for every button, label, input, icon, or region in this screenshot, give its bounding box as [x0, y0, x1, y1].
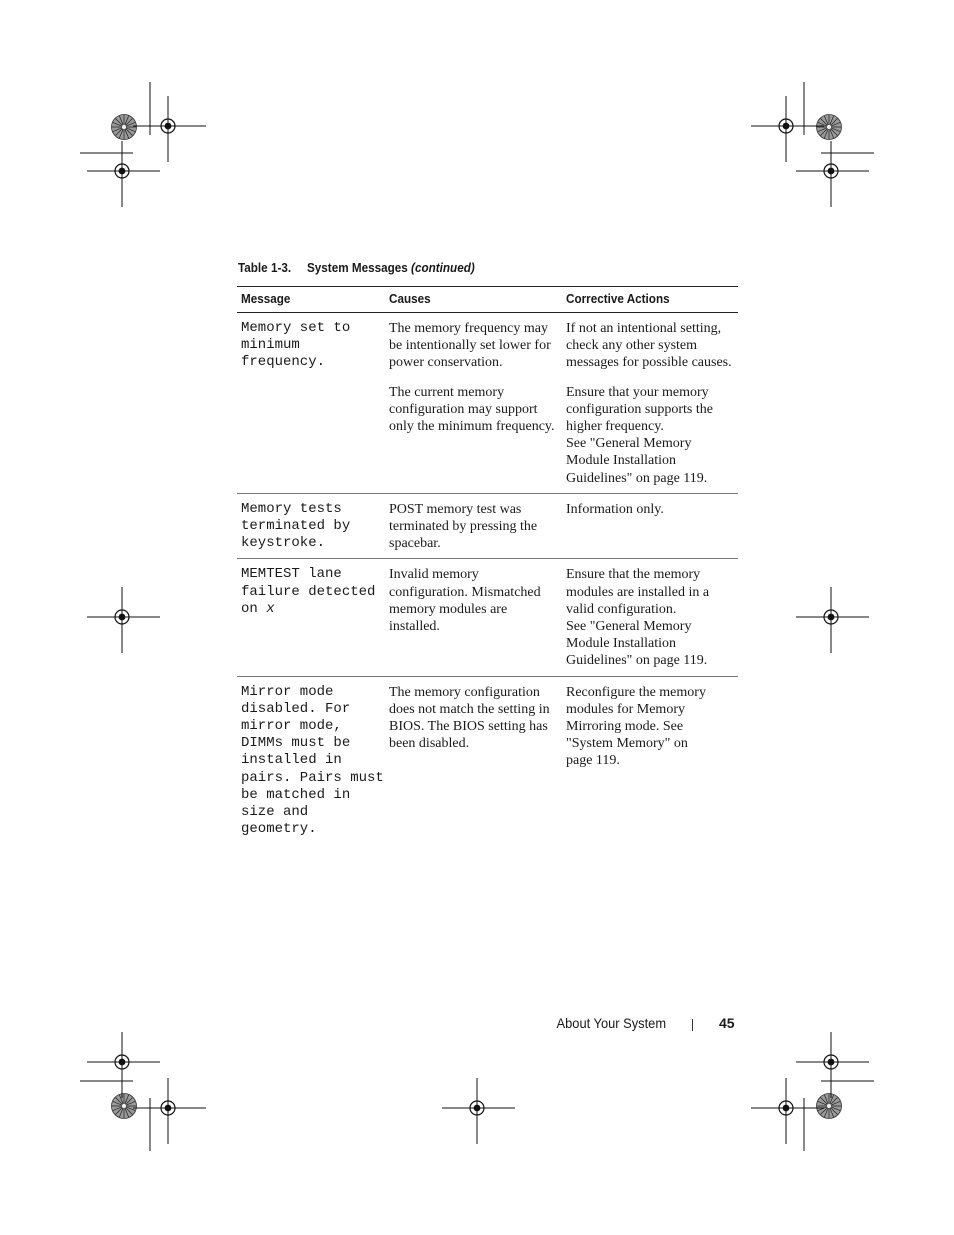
- cause-cell: The current memory configuration may support only the minimum frequency.: [385, 378, 562, 494]
- action-cell: If not an intentional setting, check any other system messages for possible causes.: [566, 321, 732, 371]
- header-causes: Causes: [385, 287, 562, 313]
- action-cell: Ensure that the memory modules are installed in a valid configuration. See "General Memory Module Installation Guidelines" on page 119.: [562, 559, 738, 676]
- action-cell: Information only.: [562, 493, 738, 559]
- header-corrective-actions: Corrective Actions: [562, 287, 738, 313]
- message-cell: MEMTEST lane failure detected on x: [237, 559, 385, 676]
- cause-cell: POST memory test was terminated by pressing the spacebar.: [385, 493, 562, 559]
- header-message: Message: [237, 287, 385, 313]
- cause-cell: Invalid memory configuration. Mismatched memory modules are installed.: [385, 559, 562, 676]
- page-number: 45: [719, 1015, 735, 1031]
- message-cell: Memory set to minimum frequency.: [237, 313, 385, 494]
- footer-section-title: About Your System: [556, 1015, 666, 1031]
- page-footer: [0, 1015, 954, 1035]
- table-caption: [238, 260, 475, 275]
- table-title: System Messages: [306, 260, 408, 275]
- table-row: [237, 493, 738, 559]
- system-messages-table: [237, 286, 738, 844]
- message-cell: Memory tests terminated by keystroke.: [237, 493, 385, 559]
- lane-variable: x: [266, 600, 275, 617]
- footer-separator: [692, 1019, 693, 1031]
- table-row: [237, 676, 738, 844]
- action-cell: Reconfigure the memory modules for Memory Mirroring mode. See "System Memory" on page 119.: [566, 684, 706, 769]
- table-header-row: [237, 287, 738, 313]
- cause-cell: The memory frequency may be intentionally set lower for power conservation.: [389, 321, 551, 371]
- message-cell: Mirror mode disabled. For mirror mode, DIMMs must be installed in pairs. Pairs must be matched in size and geometry.: [241, 683, 384, 838]
- action-cell: Ensure that your memory configuration supports the higher frequency. See "General Memory Module Installation Guidelines" on page 119.: [562, 378, 738, 494]
- table-row: [237, 559, 738, 676]
- table-row: [237, 313, 738, 378]
- cause-cell: The memory configuration does not match the setting in BIOS. The BIOS setting has been disabled.: [389, 684, 550, 752]
- table-continued-label: (continued): [411, 260, 475, 275]
- table-number: Table 1-3.: [238, 260, 292, 275]
